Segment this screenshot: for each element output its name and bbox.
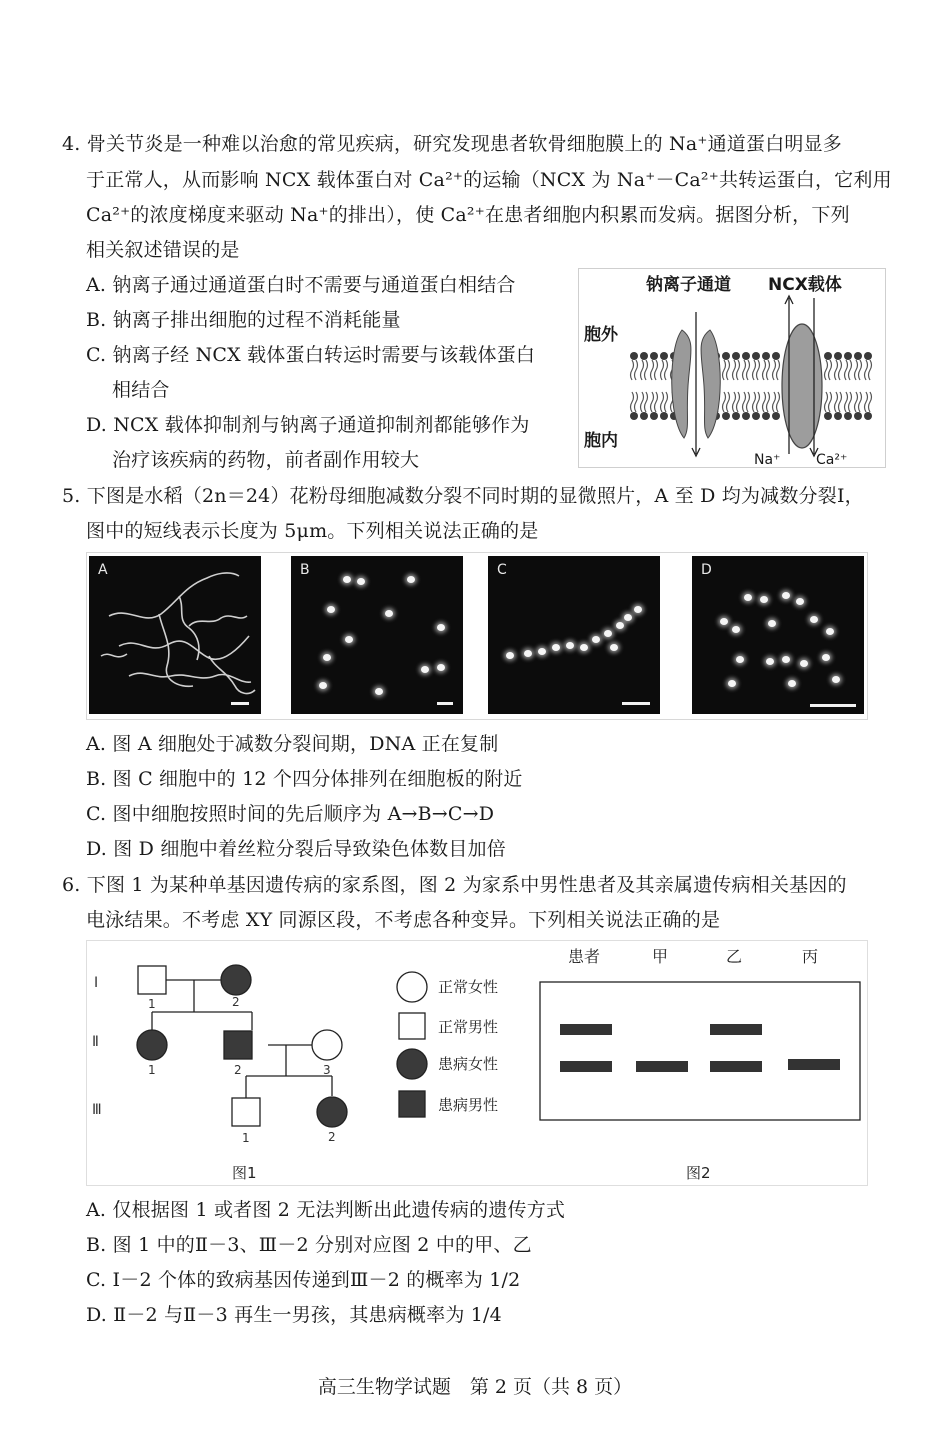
q6-stem-line1: 6. 下图 1 为某种单基因遗传病的家系图，图 2 为家系中男性患者及其亲属遗传病相关基因的 [62,874,847,896]
q4-option-c: C. 钠离子经 NCX 载体蛋白转运时需要与该载体蛋白 [86,344,536,366]
micrograph-d [692,556,864,714]
micrograph-a [89,556,261,714]
scale-bar [437,702,453,705]
q4-stem-line3: Ca²⁺的浓度梯度来驱动 Na⁺的排出），使 Ca²⁺在患者细胞内积累而发病。据图分析，下列 [86,204,850,226]
legend-affected-female-symbol [397,1049,427,1079]
q6-option-d: D. Ⅱ－2 与Ⅱ－3 再生一男孩，其患病概率为 1/4 [86,1304,502,1326]
figure2-caption: 图2 [686,1164,711,1182]
generation-III: Ⅲ [92,1102,102,1118]
III-2-affected-female [317,1097,347,1127]
q5-option-b: B. 图 C 细胞中的 12 个四分体排列在细胞板的附近 [86,768,523,790]
band-bing-lower [788,1059,840,1070]
legend-affected-male: 患病男性 [438,1096,499,1114]
q5-stem-line1: 5. 下图是水稻（2n＝24）花粉母细胞减数分裂不同时期的显微照片，A 至 D 均为减数分裂Ⅰ， [62,485,864,507]
scale-bar [622,702,650,705]
q5-option-d: D. 图 D 细胞中着丝粒分裂后导致染色体数目加倍 [86,838,506,860]
carrier-label: NCX载体 [768,275,842,295]
I-1-normal-male [138,966,166,994]
panel-label-c: C [497,562,507,578]
q6-option-c: C. Ⅰ－2 个体的致病基因传递到Ⅲ－2 的概率为 1/2 [86,1269,521,1291]
id-I-2: 2 [232,995,240,1009]
channel-label: 钠离子通道 [646,275,731,295]
q4-option-c-cont: 相结合 [112,379,170,401]
outside-label: 胞外 [584,325,618,345]
legend-affected-male-symbol [399,1091,425,1117]
q6-stem-line2: 电泳结果。不考虑 XY 同源区段，不考虑各种变异。下列相关说法正确的是 [86,909,721,931]
q5-option-a: A. 图 A 细胞处于减数分裂间期，DNA 正在复制 [86,733,499,755]
II-3-normal-female [312,1030,342,1060]
generation-I: Ⅰ [94,975,99,991]
q4-option-a: A. 钠离子通过通道蛋白时不需要与通道蛋白相结合 [86,274,516,296]
id-II-3: 3 [323,1063,331,1077]
q4-option-d: D. NCX 载体抑制剂与钠离子通道抑制剂都能够作为 [86,414,530,436]
scale-bar [810,704,856,707]
lane-label-jia: 甲 [652,947,669,966]
panel-label-d: D [701,562,712,578]
inside-label: 胞内 [584,431,618,451]
id-I-1: 1 [148,997,156,1011]
band-patient-upper [560,1024,612,1035]
micrograph-c [488,556,660,714]
q4-stem-line1: 4. 骨关节炎是一种难以治愈的常见疾病，研究发现患者软骨细胞膜上的 Na⁺通道蛋白明显多 [62,133,842,155]
scale-bar [231,702,249,705]
na-label: Na⁺ [754,452,781,468]
lane-label-yi: 乙 [726,947,743,966]
lane-label-bing: 丙 [802,947,819,966]
II-2-affected-male [224,1031,252,1059]
gel-frame [540,982,860,1120]
panel-label-a: A [98,562,108,578]
chromatin-threads [89,556,261,714]
legend-normal-female: 正常女性 [438,978,499,996]
q5-option-c: C. 图中细胞按照时间的先后顺序为 A→B→C→D [86,803,495,825]
q5-stem-line2: 图中的短线表示长度为 5μm。下列相关说法正确的是 [86,520,539,542]
band-yi-lower [710,1061,762,1072]
q4-option-d-cont: 治疗该疾病的药物，前者副作用较大 [112,449,420,471]
id-II-2: 2 [234,1063,242,1077]
id-III-1: 1 [242,1131,250,1145]
I-2-affected-female [221,965,251,995]
micrograph-b [291,556,463,714]
q4-stem-line4: 相关叙述错误的是 [86,239,240,261]
III-1-normal-male [232,1098,260,1126]
legend-normal-male: 正常男性 [438,1018,499,1036]
band-patient-lower [560,1061,612,1072]
legend-normal-female-symbol [397,972,427,1002]
panel-label-b: B [300,562,310,578]
membrane-diagram [578,268,886,468]
id-III-2: 2 [328,1130,336,1144]
ca-label: Ca²⁺ [816,452,848,468]
band-jia-lower [636,1061,688,1072]
q4-stem-line2: 于正常人，从而影响 NCX 载体蛋白对 Ca²⁺的运输（NCX 为 Na⁺－Ca²⁺共转运蛋白，它利用 [86,169,892,191]
II-1-affected-female [137,1030,167,1060]
id-II-1: 1 [148,1063,156,1077]
q6-option-a: A. 仅根据图 1 或者图 2 无法判断出此遗传病的遗传方式 [86,1199,566,1221]
generation-II: Ⅱ [92,1034,99,1050]
q4-option-b: B. 钠离子排出细胞的过程不消耗能量 [86,309,401,331]
legend-normal-male-symbol [399,1013,425,1039]
lane-label-patient: 患者 [568,947,601,966]
band-yi-upper [710,1024,762,1035]
ncx-carrier [782,324,822,448]
q6-option-b: B. 图 1 中的Ⅱ－3、Ⅲ－2 分别对应图 2 中的甲、乙 [86,1234,532,1256]
legend-affected-female: 患病女性 [438,1055,499,1073]
pedigree-and-gel-figure [86,940,868,1188]
page-footer: 高三生物学试题 第 2 页（共 8 页） [317,1376,633,1398]
figure1-caption: 图1 [232,1164,257,1182]
